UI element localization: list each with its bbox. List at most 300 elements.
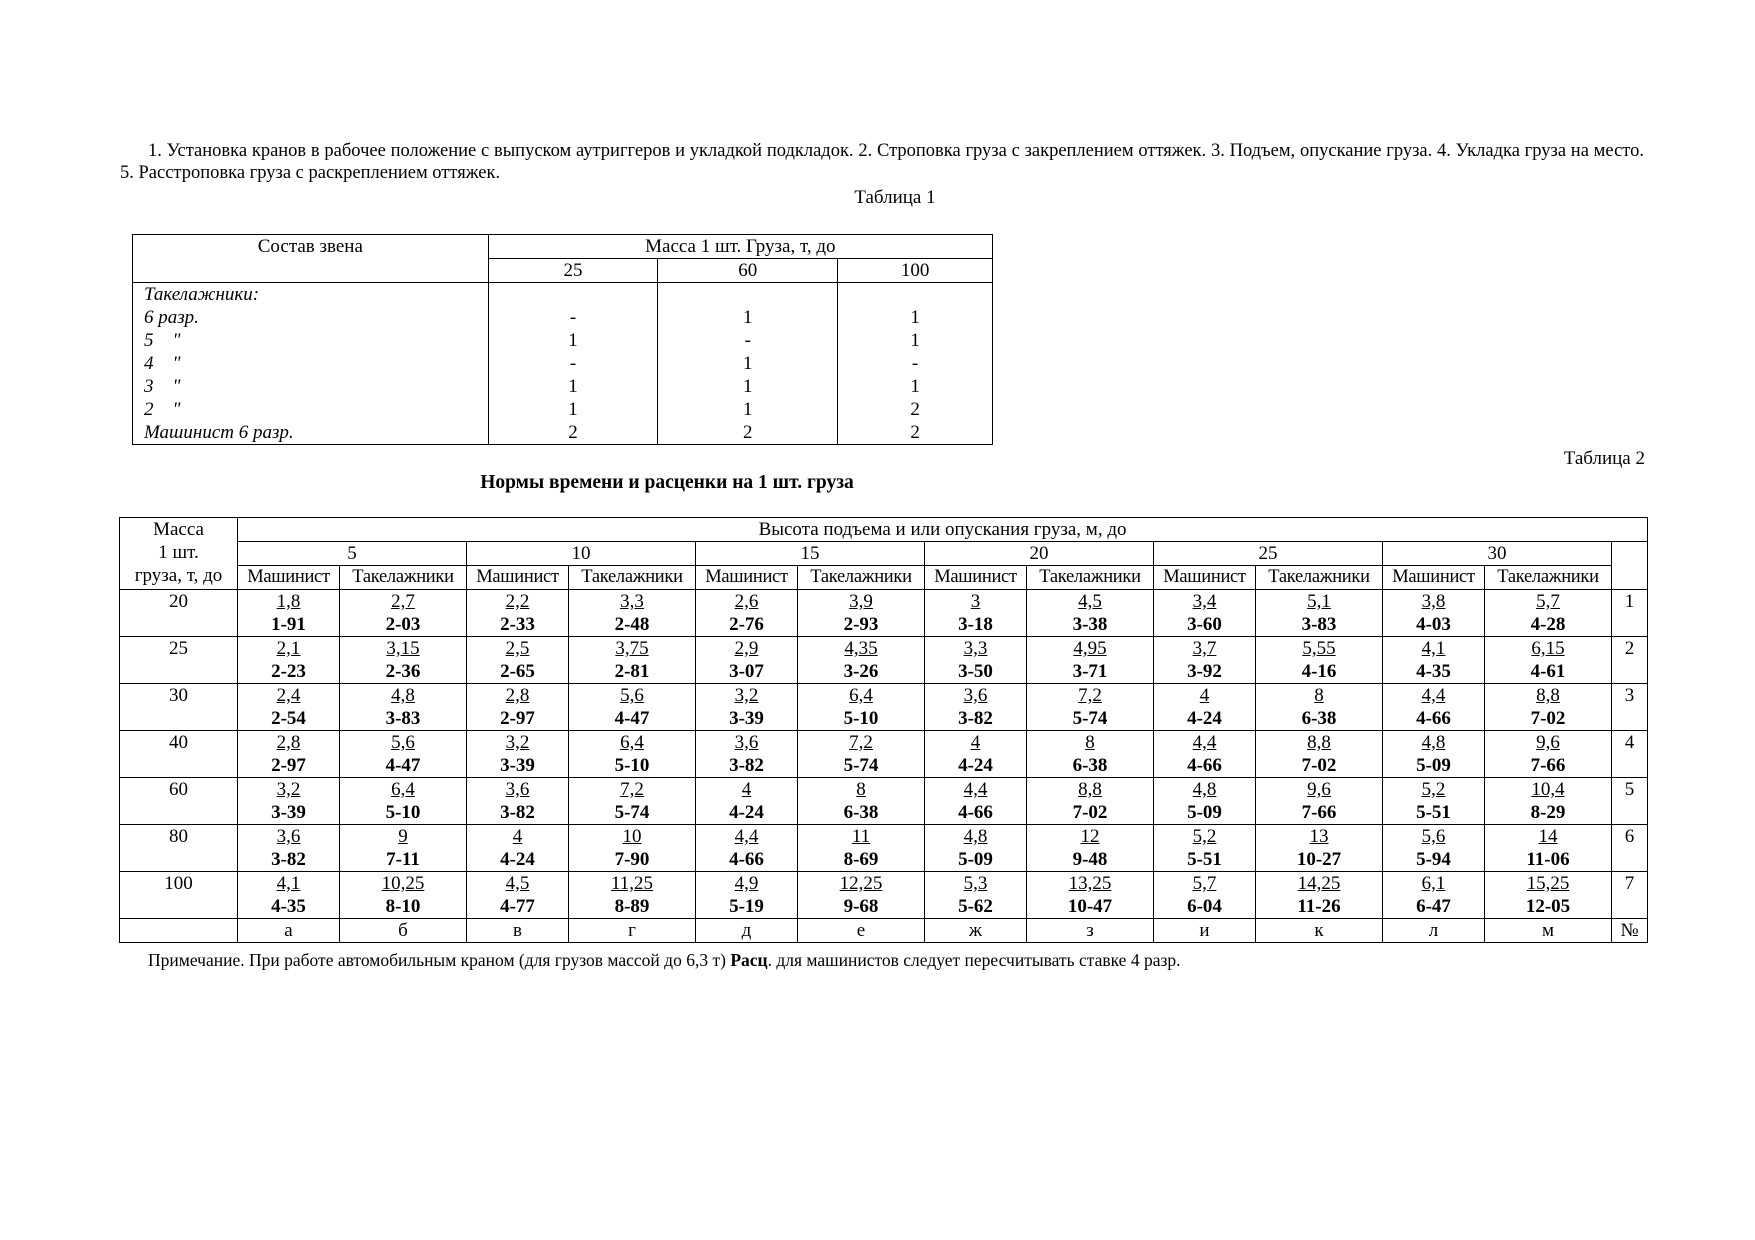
time-norm: 2,6 [734,591,759,612]
mass-label-line2: 1 шт. [158,542,199,563]
rate: 3-82 [500,802,535,823]
column-letter: к [1256,919,1383,943]
rate: 4-24 [500,849,535,870]
norm-cell [238,872,340,919]
norm-cell [1485,637,1612,684]
crew-names [133,283,489,445]
rate: 3-82 [958,708,993,729]
rigger-header: Такелажники [798,566,925,590]
row-number: 5 [1612,778,1648,825]
time-norm: 3,9 [849,591,873,612]
rate: 7-66 [1301,802,1337,823]
time-norm: 4 [512,826,523,847]
rate: 4-35 [271,896,306,917]
mass-60: 60 [658,259,838,283]
column-letter: л [1383,919,1485,943]
norm-cell [1256,825,1383,872]
rate: 3-92 [1187,661,1222,682]
rate: 2-54 [271,708,306,729]
norm-cell [925,872,1027,919]
rate: 5-10 [385,802,421,823]
crew-value: 1 [910,376,920,397]
time-norm: 3,7 [1192,638,1217,659]
time-norm: 4,8 [1192,779,1217,800]
time-norm: 4,1 [276,873,301,894]
norm-cell [1154,872,1256,919]
time-norm: 5,2 [1192,826,1217,847]
time-norm: 6,4 [849,685,873,706]
norm-cell [798,684,925,731]
rate: 2-97 [500,708,535,729]
norm-cell [798,590,925,637]
rate: 3-83 [1301,614,1337,635]
rate: 2-76 [729,614,764,635]
rigger-header: Такелажники [1027,566,1154,590]
crew-name: 6 разр. [144,307,199,328]
rate: 5-74 [843,755,879,776]
rate: 3-18 [958,614,993,635]
mass-100: 100 [838,259,993,283]
time-norm: 4,4 [963,779,988,800]
crew-name: 3 " [144,376,181,397]
crew-values-100 [838,283,993,445]
rate: 5-10 [843,708,879,729]
rate: 4-24 [958,755,993,776]
time-norm: 8,8 [1307,732,1331,753]
mass-label-line3: груза, т, до [134,565,223,586]
rate: 9-48 [1072,849,1108,870]
rate: 6-38 [843,802,879,823]
time-norm: 5,3 [963,873,988,894]
norm-cell [569,731,696,778]
time-norm: 3,3 [620,591,644,612]
footnote-text: Примечание. При работе автомобильным краном (для грузов массой до 6,3 т) [148,950,731,970]
time-norm: 6,1 [1421,873,1446,894]
rate: 5-09 [958,849,993,870]
rate: 3-26 [843,661,879,682]
norm-cell [569,590,696,637]
crew-value: 2 [910,422,920,443]
table1-caption: Таблица 1 [854,187,936,208]
norm-cell [340,778,467,825]
norm-cell [467,731,569,778]
rate: 5-51 [1416,802,1451,823]
table-row [120,590,1648,637]
number-symbol: № [1612,919,1648,943]
rate: 5-74 [614,802,650,823]
time-norm: 2,9 [734,638,759,659]
rate: 2-48 [614,614,650,635]
rate: 3-82 [729,755,764,776]
time-norm: 4,8 [391,685,415,706]
crew-value: 1 [743,307,753,328]
rate: 11-06 [1526,849,1570,870]
rate: 8-69 [843,849,879,870]
num-header-blank [1612,542,1648,590]
norm-cell [1027,637,1154,684]
norm-cell [925,637,1027,684]
rate: 7-02 [1530,708,1566,729]
norm-cell [1154,590,1256,637]
crew-value [658,283,837,306]
crew-name: 2 " [144,399,181,420]
rate: 3-60 [1187,614,1222,635]
rate: 5-10 [614,755,650,776]
row-number: 6 [1612,825,1648,872]
rate: 3-82 [271,849,306,870]
norm-cell [1027,825,1154,872]
time-norm: 3,2 [505,732,530,753]
rate: 4-03 [1416,614,1451,635]
rate: 7-11 [386,849,420,870]
time-norm: 7,2 [849,732,873,753]
norm-cell [238,825,340,872]
rate: 11-26 [1297,896,1341,917]
time-norm: 10 [622,826,642,847]
rate: 7-02 [1301,755,1337,776]
column-letter: б [340,919,467,943]
height-20: 20 [925,542,1154,566]
rate: 3-38 [1072,614,1108,635]
rate: 4-47 [385,755,421,776]
footnote-text-end: . для машинистов следует пересчитывать ставке 4 разр. [767,950,1181,970]
time-norm: 7,2 [1078,685,1102,706]
norm-cell [1485,731,1612,778]
row-number: 4 [1612,731,1648,778]
norm-cell [1256,872,1383,919]
mass-label-line1: Масса [153,519,204,540]
row-mass: 20 [120,590,238,637]
norm-cell [340,684,467,731]
column-letter: а [238,919,340,943]
norm-cell [925,825,1027,872]
time-norm: 3,3 [963,638,988,659]
rate: 6-38 [1072,755,1108,776]
time-norm: 5,7 [1536,591,1560,612]
time-norm: 5,55 [1302,638,1336,659]
column-letter: е [798,919,925,943]
time-norm: 1,8 [276,591,301,612]
crew-value: - [569,353,577,374]
rate: 2-65 [500,661,535,682]
time-norm: 4 [970,732,981,753]
machinist-header: Машинист [1154,566,1256,590]
letter-row [120,919,1648,943]
norm-cell [696,637,798,684]
norm-cell [569,684,696,731]
time-norm: 2,7 [391,591,415,612]
row-mass: 40 [120,731,238,778]
rate: 5-19 [729,896,764,917]
norm-cell [925,778,1027,825]
time-norm: 2,2 [505,591,530,612]
norm-cell [569,872,696,919]
time-norm: 4 [1199,685,1210,706]
rate: 10-27 [1296,849,1342,870]
time-norm: 3 [970,591,981,612]
rate: 4-66 [1416,708,1451,729]
height-25: 25 [1154,542,1383,566]
rate: 6-04 [1187,896,1222,917]
norm-cell [1485,872,1612,919]
norm-cell [1383,731,1485,778]
rigger-header: Такелажники [1485,566,1612,590]
rate: 3-07 [729,661,764,682]
time-norm: 3,2 [734,685,759,706]
letter-blank [120,919,238,943]
norm-cell [1154,825,1256,872]
rate: 7-66 [1530,755,1566,776]
row-mass: 60 [120,778,238,825]
crew-value: 1 [568,376,578,397]
rate: 4-16 [1301,661,1337,682]
crew-value: - [569,307,577,328]
rate: 9-68 [843,896,879,917]
norm-cell [1256,590,1383,637]
norm-cell [696,778,798,825]
rate: 5-51 [1187,849,1222,870]
norm-cell [238,731,340,778]
norm-cell [1383,590,1485,637]
rate: 4-66 [729,849,764,870]
norm-cell [696,872,798,919]
norm-cell [569,637,696,684]
column-letter: з [1027,919,1154,943]
rate: 3-39 [271,802,306,823]
rate: 5-94 [1416,849,1451,870]
crew-name: Такелажники: [144,284,260,305]
rigger-header: Такелажники [569,566,696,590]
crew-values-60 [658,283,838,445]
time-norm: 3,8 [1421,591,1446,612]
rate: 2-33 [500,614,535,635]
height-30: 30 [1383,542,1612,566]
time-norm: 4,95 [1073,638,1107,659]
rate: 6-38 [1301,708,1337,729]
column-letter: ж [925,919,1027,943]
column-letter: м [1485,919,1612,943]
time-norm: 4,8 [1421,732,1446,753]
table-row [120,731,1648,778]
norm-cell [798,825,925,872]
time-norm: 5,1 [1307,591,1331,612]
time-norm: 15,25 [1526,873,1570,894]
footnote [148,950,1181,971]
rate: 2-36 [385,661,421,682]
rate: 3-83 [385,708,421,729]
norm-cell [238,637,340,684]
rate: 8-10 [385,896,421,917]
table-row [120,778,1648,825]
norm-cell [1154,637,1256,684]
time-norm: 3,6 [734,732,759,753]
norms-table [119,517,1648,943]
norm-cell [467,778,569,825]
rate: 8-89 [614,896,650,917]
row-mass: 25 [120,637,238,684]
intro-paragraph: 1. Установка кранов в рабочее положение с выпуском аутриггеров и укладкой подкладок. 2. Строповка груза с закреплением оттяжек. 3. Подъем, опускание груза. 4. Укладка груза на место. 5. Расстроповка груза с раскреплением оттяжек. [120,141,1644,183]
norm-cell [1485,825,1612,872]
rate: 3-39 [729,708,764,729]
time-norm: 4,5 [1078,591,1102,612]
norm-cell [569,778,696,825]
rigger-header: Такелажники [340,566,467,590]
norm-cell [798,637,925,684]
column-letter: и [1154,919,1256,943]
norm-cell [467,590,569,637]
row-number: 7 [1612,872,1648,919]
rate: 1-91 [271,614,306,635]
rate: 10-47 [1067,896,1113,917]
crew-name: 5 " [144,330,181,351]
time-norm: 6,4 [620,732,644,753]
norm-cell [925,731,1027,778]
row-number: 3 [1612,684,1648,731]
time-norm: 4,4 [734,826,759,847]
crew-table [132,234,993,445]
norm-cell [340,637,467,684]
norm-cell [1027,872,1154,919]
time-norm: 3,6 [505,779,530,800]
time-norm: 8 [1314,685,1324,706]
time-norm: 3,15 [386,638,420,659]
time-norm: 13 [1309,826,1329,847]
rate: 8-29 [1530,802,1566,823]
crew-value: 1 [568,399,578,420]
time-norm: 5,6 [620,685,644,706]
time-norm: 9 [398,826,408,847]
norm-cell [1256,637,1383,684]
rate: 4-66 [958,802,993,823]
norm-cell [798,872,925,919]
rate: 7-02 [1072,802,1108,823]
norm-cell [1485,778,1612,825]
time-norm: 12,25 [839,873,883,894]
norm-cell [1256,778,1383,825]
norm-cell [467,872,569,919]
time-norm: 2,5 [505,638,530,659]
norm-cell [1485,590,1612,637]
crew-value: 2 [568,422,578,443]
norm-cell [1027,590,1154,637]
machinist-header: Машинист [467,566,569,590]
mass-header: Масса 1 шт. Груза, т, до [488,235,992,259]
time-norm: 14 [1538,826,1558,847]
time-norm: 5,6 [1421,826,1446,847]
crew-value: 2 [743,422,753,443]
rate: 4-61 [1530,661,1566,682]
time-norm: 11 [851,826,871,847]
norm-cell [340,590,467,637]
time-norm: 3,75 [615,638,649,659]
rate: 5-09 [1416,755,1451,776]
norm-cell [238,684,340,731]
time-norm: 6,4 [391,779,415,800]
crew-value: 1 [568,330,578,351]
crew-value: 1 [910,330,920,351]
norm-cell [1383,825,1485,872]
rigger-header: Такелажники [1256,566,1383,590]
rate: 4-77 [500,896,535,917]
rate: 5-62 [958,896,993,917]
time-norm: 6,15 [1531,638,1565,659]
table2-title: Нормы времени и расценки на 1 шт. груза [480,472,854,493]
norm-cell [925,684,1027,731]
time-norm: 3,2 [276,779,301,800]
crew-value [489,283,658,306]
machinist-header: Машинист [925,566,1027,590]
norm-cell [1383,872,1485,919]
row-mass: 100 [120,872,238,919]
height-15: 15 [696,542,925,566]
crew-values-25 [488,283,658,445]
time-norm: 11,25 [610,873,654,894]
rate: 2-81 [614,661,650,682]
crew-value: 1 [910,307,920,328]
norm-cell [1027,684,1154,731]
time-norm: 4,35 [844,638,878,659]
rate: 12-05 [1525,896,1571,917]
norm-cell [696,684,798,731]
norm-cell [340,872,467,919]
time-norm: 4,9 [734,873,759,894]
rate: 2-97 [271,755,306,776]
time-norm: 9,6 [1536,732,1560,753]
rate: 2-03 [385,614,421,635]
time-norm: 4,5 [505,873,530,894]
row-number: 1 [1612,590,1648,637]
time-norm: 10,25 [381,873,425,894]
rate: 4-47 [614,708,650,729]
machinist-header: Машинист [1383,566,1485,590]
crew-composition-header: Состав звена [133,235,489,283]
norm-cell [1154,684,1256,731]
time-norm: 5,6 [391,732,415,753]
norm-cell [1256,684,1383,731]
rate: 4-24 [1187,708,1222,729]
time-norm: 2,8 [276,732,301,753]
time-norm: 5,7 [1192,873,1217,894]
height-header: Высота подъема и или опускания груза, м, до [238,518,1648,542]
mass-column-header [120,518,238,590]
norm-cell [467,684,569,731]
table-row [120,825,1648,872]
time-norm: 13,25 [1068,873,1112,894]
norm-cell [467,637,569,684]
norm-cell [340,825,467,872]
norm-cell [1154,778,1256,825]
norm-cell [238,778,340,825]
rate: 3-50 [958,661,993,682]
norm-cell [1383,637,1485,684]
crew-value: 1 [743,353,753,374]
time-norm: 8,8 [1536,685,1560,706]
time-norm: 10,4 [1531,779,1565,800]
crew-name: Машинист 6 разр. [144,422,294,443]
column-letter: г [569,919,696,943]
height-5: 5 [238,542,467,566]
rate: 2-93 [843,614,879,635]
rate: 5-09 [1187,802,1222,823]
time-norm: 4,8 [963,826,988,847]
table-row [120,637,1648,684]
norm-cell [1154,731,1256,778]
machinist-header: Машинист [696,566,798,590]
rate: 7-90 [614,849,650,870]
time-norm: 2,1 [276,638,301,659]
time-norm: 3,6 [963,685,988,706]
rate: 4-35 [1416,661,1451,682]
